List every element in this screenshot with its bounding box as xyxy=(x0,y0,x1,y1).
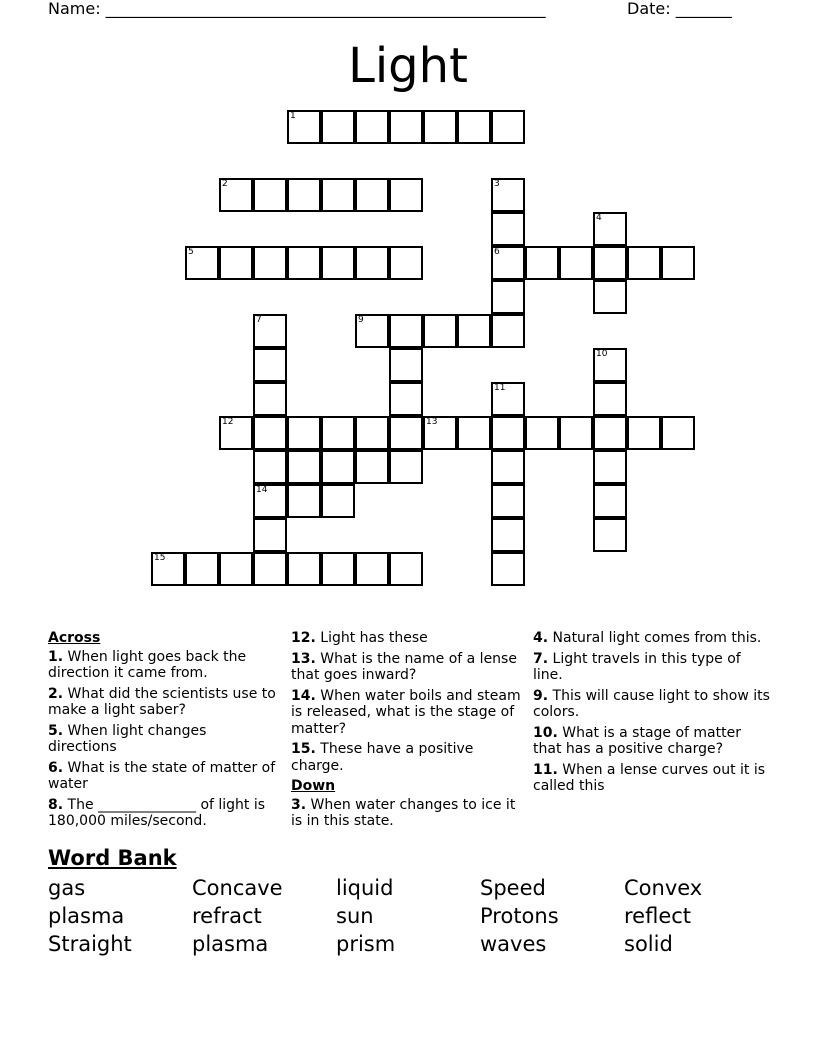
word-bank-item: waves xyxy=(480,932,547,956)
clue-number: 15 xyxy=(154,553,166,563)
clue-number-label: 4. xyxy=(533,630,549,646)
clue-number: 4 xyxy=(596,213,602,223)
crossword-cell[interactable] xyxy=(219,416,253,450)
crossword-cell[interactable] xyxy=(219,552,253,586)
crossword-cell[interactable] xyxy=(253,382,287,416)
clue-number: 5 xyxy=(188,247,194,257)
clue-number-label: 7. xyxy=(533,650,549,667)
crossword-cell[interactable] xyxy=(423,416,457,450)
crossword-cell[interactable] xyxy=(287,178,321,212)
crossword-cell[interactable] xyxy=(627,416,661,450)
clue-number: 1 xyxy=(290,111,296,121)
crossword-cell[interactable] xyxy=(559,246,593,280)
clue-text: Natural light comes from this. xyxy=(548,630,762,646)
clue-text: Light has these xyxy=(315,630,428,646)
crossword-cell[interactable] xyxy=(593,212,627,246)
crossword-cell[interactable] xyxy=(185,246,219,280)
crossword-cell[interactable] xyxy=(457,314,491,348)
word-bank-item: Speed xyxy=(480,876,546,900)
across-heading: Across xyxy=(48,630,101,646)
crossword-cell[interactable] xyxy=(253,518,287,552)
clue-number-label: 13. xyxy=(291,650,316,667)
crossword-cell[interactable] xyxy=(389,246,423,280)
word-bank-item: Straight xyxy=(48,932,132,956)
crossword-cell[interactable] xyxy=(593,518,627,552)
crossword-cell[interactable] xyxy=(355,314,389,348)
page-title: Light xyxy=(348,38,468,94)
crossword-cell[interactable] xyxy=(627,246,661,280)
clue-text: This will cause light to show its colors. xyxy=(533,687,770,720)
clue-item xyxy=(48,649,278,682)
crossword-cell[interactable] xyxy=(389,382,423,416)
clue-number-label: 6. xyxy=(48,759,64,776)
clues-column-3 xyxy=(533,630,773,799)
date-field-label: Date: _______ xyxy=(627,0,732,18)
crossword-cell[interactable] xyxy=(355,246,389,280)
word-bank-item: prism xyxy=(336,932,396,956)
clues-column-2 xyxy=(291,630,521,834)
word-bank-item: reflect xyxy=(624,904,692,928)
crossword-cell[interactable] xyxy=(253,450,287,484)
clue-item xyxy=(291,797,521,830)
crossword-cell[interactable] xyxy=(491,450,525,484)
name-field-label: Name: _______________________________________________________ xyxy=(48,0,546,18)
clue-text: When water boils and steam is released, what is the stage of matter? xyxy=(291,687,521,737)
crossword-cell[interactable] xyxy=(287,246,321,280)
clue-number-label: 15. xyxy=(291,741,316,757)
crossword-cell[interactable] xyxy=(287,416,321,450)
clue-text: When light changes directions xyxy=(48,722,207,755)
crossword-cell[interactable] xyxy=(423,110,457,144)
crossword-cell[interactable] xyxy=(389,450,423,484)
crossword-cell[interactable] xyxy=(321,552,355,586)
crossword-cell[interactable] xyxy=(491,552,525,586)
crossword-cell[interactable] xyxy=(151,552,185,586)
crossword-cell[interactable] xyxy=(287,552,321,586)
crossword-cell[interactable] xyxy=(355,110,389,144)
clue-text: What did the scientists use to make a light saber? xyxy=(48,685,276,718)
clue-item xyxy=(48,760,278,793)
crossword-cell[interactable] xyxy=(389,552,423,586)
clue-number-label: 1. xyxy=(48,648,64,665)
crossword-cell[interactable] xyxy=(321,484,355,518)
crossword-cell[interactable] xyxy=(287,484,321,518)
crossword-cell[interactable] xyxy=(321,110,355,144)
clue-number-label: 12. xyxy=(291,630,316,646)
word-bank-item: gas xyxy=(48,876,86,900)
clue-number-label: 11. xyxy=(533,761,558,778)
crossword-cell[interactable] xyxy=(253,314,287,348)
crossword-cell[interactable] xyxy=(321,178,355,212)
crossword-cell[interactable] xyxy=(253,552,287,586)
crossword-cell[interactable] xyxy=(355,552,389,586)
crossword-cell[interactable] xyxy=(355,178,389,212)
crossword-cell[interactable] xyxy=(491,484,525,518)
crossword-cell[interactable] xyxy=(491,416,525,450)
crossword-cell[interactable] xyxy=(423,314,457,348)
clue-number: 10 xyxy=(596,349,608,359)
clue-number: 13 xyxy=(426,417,438,427)
clue-number: 11 xyxy=(494,383,506,393)
clue-item xyxy=(533,688,773,721)
crossword-cell[interactable] xyxy=(593,450,627,484)
crossword-cell[interactable] xyxy=(389,348,423,382)
crossword-cell[interactable] xyxy=(389,416,423,450)
clue-number: 9 xyxy=(358,315,364,325)
clue-item xyxy=(48,723,278,756)
clue-number-label: 14. xyxy=(291,687,316,704)
clue-text: When light goes back the direction it came from. xyxy=(48,648,247,681)
crossword-cell[interactable] xyxy=(321,246,355,280)
clue-text: What is the name of a lense that goes inward? xyxy=(291,650,517,683)
crossword-cell[interactable] xyxy=(491,382,525,416)
clue-item xyxy=(291,741,521,774)
crossword-cell[interactable] xyxy=(253,484,287,518)
clue-item xyxy=(48,686,278,719)
word-bank-item: Protons xyxy=(480,904,559,928)
clue-number-label: 2. xyxy=(48,685,64,702)
crossword-cell[interactable] xyxy=(593,280,627,314)
crossword-cell[interactable] xyxy=(253,178,287,212)
crossword-cell[interactable] xyxy=(355,450,389,484)
clue-number: 2 xyxy=(222,179,228,189)
crossword-cell[interactable] xyxy=(559,416,593,450)
word-bank-item: plasma xyxy=(192,932,269,956)
clue-number: 14 xyxy=(256,485,268,495)
clue-number-label: 10. xyxy=(533,724,558,741)
crossword-cell[interactable] xyxy=(593,416,627,450)
clue-text: When water changes to ice it is in this state. xyxy=(291,796,516,829)
crossword-cell[interactable] xyxy=(287,110,321,144)
word-bank-item: plasma xyxy=(48,904,125,928)
clue-number-label: 5. xyxy=(48,722,64,739)
clues-column-1 xyxy=(48,630,278,834)
word-bank-item: refract xyxy=(192,904,262,928)
crossword-cell[interactable] xyxy=(355,416,389,450)
clue-text: What is a stage of matter that has a positive charge? xyxy=(533,724,741,757)
crossword-cell[interactable] xyxy=(525,416,559,450)
crossword-cell[interactable] xyxy=(389,178,423,212)
clue-item xyxy=(48,797,278,830)
crossword-cell[interactable] xyxy=(593,348,627,382)
clue-item xyxy=(533,762,773,795)
crossword-cell[interactable] xyxy=(219,178,253,212)
clue-item xyxy=(291,651,521,684)
crossword-cell[interactable] xyxy=(491,518,525,552)
crossword-cell[interactable] xyxy=(661,246,695,280)
crossword-cell[interactable] xyxy=(321,416,355,450)
word-bank-item: Concave xyxy=(192,876,283,900)
clue-number: 12 xyxy=(222,417,234,427)
crossword-cell[interactable] xyxy=(253,416,287,450)
clue-text: When a lense curves out it is called this xyxy=(533,761,766,794)
clue-text: The ______________ of light is 180,000 miles/second. xyxy=(48,796,266,829)
clue-item xyxy=(533,651,773,684)
crossword-cell[interactable] xyxy=(593,382,627,416)
crossword-cell[interactable] xyxy=(389,314,423,348)
clue-number-label: 3. xyxy=(291,796,307,813)
crossword-cell[interactable] xyxy=(525,246,559,280)
down-heading: Down xyxy=(291,778,336,794)
crossword-cell[interactable] xyxy=(287,450,321,484)
clue-number: 7 xyxy=(256,315,262,325)
clue-text: Light travels in this type of line. xyxy=(533,650,741,683)
crossword-cell[interactable] xyxy=(253,348,287,382)
crossword-cell[interactable] xyxy=(491,246,525,280)
crossword-cell[interactable] xyxy=(491,178,525,212)
clue-number: 3 xyxy=(494,179,500,189)
crossword-cell[interactable] xyxy=(491,110,525,144)
crossword-cell[interactable] xyxy=(457,416,491,450)
clue-text: What is the state of matter of water xyxy=(48,759,276,792)
clue-item xyxy=(533,725,773,758)
clue-item xyxy=(533,630,773,647)
crossword-cell[interactable] xyxy=(491,212,525,246)
clue-number: 6 xyxy=(494,247,500,257)
crossword-cell[interactable] xyxy=(593,484,627,518)
word-bank-item: liquid xyxy=(336,876,394,900)
clue-text: These have a positive charge. xyxy=(291,741,474,774)
clue-number-label: 8. xyxy=(48,796,64,813)
clue-number-label: 9. xyxy=(533,687,549,704)
crossword-cell[interactable] xyxy=(253,246,287,280)
crossword-cell[interactable] xyxy=(321,450,355,484)
clue-item xyxy=(291,630,521,647)
crossword-cell[interactable] xyxy=(593,246,627,280)
crossword-cell[interactable] xyxy=(389,110,423,144)
crossword-cell[interactable] xyxy=(491,280,525,314)
crossword-cell[interactable] xyxy=(661,416,695,450)
word-bank-item: Convex xyxy=(624,876,703,900)
word-bank-item: solid xyxy=(624,932,673,956)
crossword-cell[interactable] xyxy=(457,110,491,144)
crossword-cell[interactable] xyxy=(491,314,525,348)
word-bank-item: sun xyxy=(336,904,374,928)
crossword-cell[interactable] xyxy=(219,246,253,280)
crossword-cell[interactable] xyxy=(185,552,219,586)
clue-item xyxy=(291,688,521,738)
word-bank-title: Word Bank xyxy=(48,846,177,870)
